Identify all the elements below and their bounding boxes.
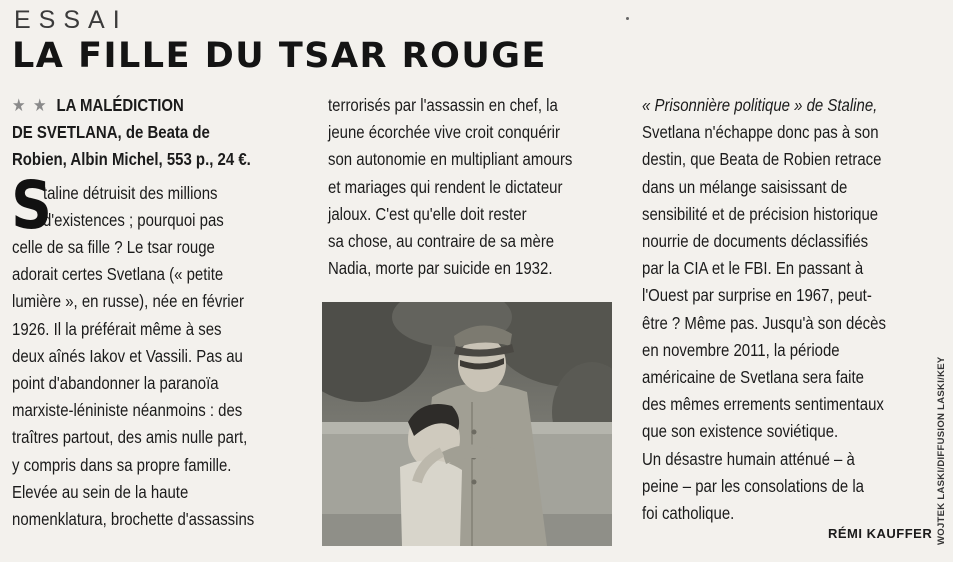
body-line: et mariages qui rendent le dictateur [328,176,563,197]
body-line: Svetlana n'échappe donc pas à son [642,122,879,143]
body-line: nourrie de documents déclassifiés [642,231,869,252]
section-rubric: ESSAI [14,6,128,34]
body-line: l'Ouest par surprise en 1967, peut- [642,285,872,306]
body-line: adorait certes Svetlana (« petite [12,264,224,285]
body-line: point d'abandonner la paranoïa [12,373,219,394]
body-line: par la CIA et le FBI. En passant à [642,258,864,279]
body-line: son autonomie en multipliant amours [328,149,573,170]
column-3 [642,92,939,527]
body-line: jeune écorchée vive croit conquérir [328,122,560,143]
rating-stars: ★ ★ [12,95,49,115]
body-line: nomenklatura, brochette d'assassins [12,509,255,530]
body-line: lumière », en russe), née en février [12,291,244,312]
drop-cap: S [11,166,53,244]
body-line: celle de sa fille ? Le tsar rouge [12,237,215,258]
print-speck [626,17,629,20]
body-line: peine – par les consolations de la [642,475,865,496]
body-line: Nadia, morte par suicide en 1932. [328,258,553,279]
body-line: Elevée au sein de la haute [12,481,189,502]
column-1 [12,92,309,533]
body-line: américaine de Svetlana sera faite [642,367,864,388]
book-publisher-line: Robien, Albin Michel, 553 p., 24 €. [12,149,251,170]
body-line: y compris dans sa propre famille. [12,454,232,475]
author-byline: RÉMI KAUFFER [828,526,933,541]
body-line: être ? Même pas. Jusqu'à son décès [642,312,886,333]
body-line: foi catholique. [642,503,735,524]
body-line: terrorisés par l'assassin en chef, la [328,95,558,115]
body-line: d'existences ; pourquoi pas [42,209,224,230]
body-line: destin, que Beata de Robien retrace [642,149,882,170]
body-line: en novembre 2011, la période [642,339,840,360]
body-line: 1926. Il la préférait même à ses [12,318,222,339]
body-opening [11,166,309,534]
article-headline: LA FILLE DU TSAR ROUGE [12,36,547,76]
body-line: taline détruisit des millions [42,182,218,203]
photo-credit: WOJTEK LASKI/DIFFUSION LASKI/KEY [936,356,947,545]
book-title-line-2: DE SVETLANA, de Beata de [12,122,210,143]
body-line: jaloux. C'est qu'elle doit rester [328,203,527,224]
body-line: traîtres partout, des amis nulle part, [12,427,248,448]
body-line: Un désastre humain atténué – à [642,448,855,469]
body-line: sa chose, au contraire de sa mère [328,231,555,252]
body-line: que son existence soviétique. [642,421,839,442]
body-line: deux aînés Iakov et Vassili. Pas au [12,345,243,366]
body-line: des mêmes errements sentimentaux [642,394,884,415]
body-line: sensibilité et de précision historique [642,203,879,224]
body-line: dans un mélange saisissant de [642,176,848,197]
body-line: « Prisonnière politique » de Staline, [642,95,878,115]
book-title-line-1: ★ ★ LA MALÉDICTION [12,95,184,115]
article-photo [322,302,612,546]
body-line: marxiste-léniniste néanmoins : des [12,400,243,421]
column-2 [328,92,625,282]
